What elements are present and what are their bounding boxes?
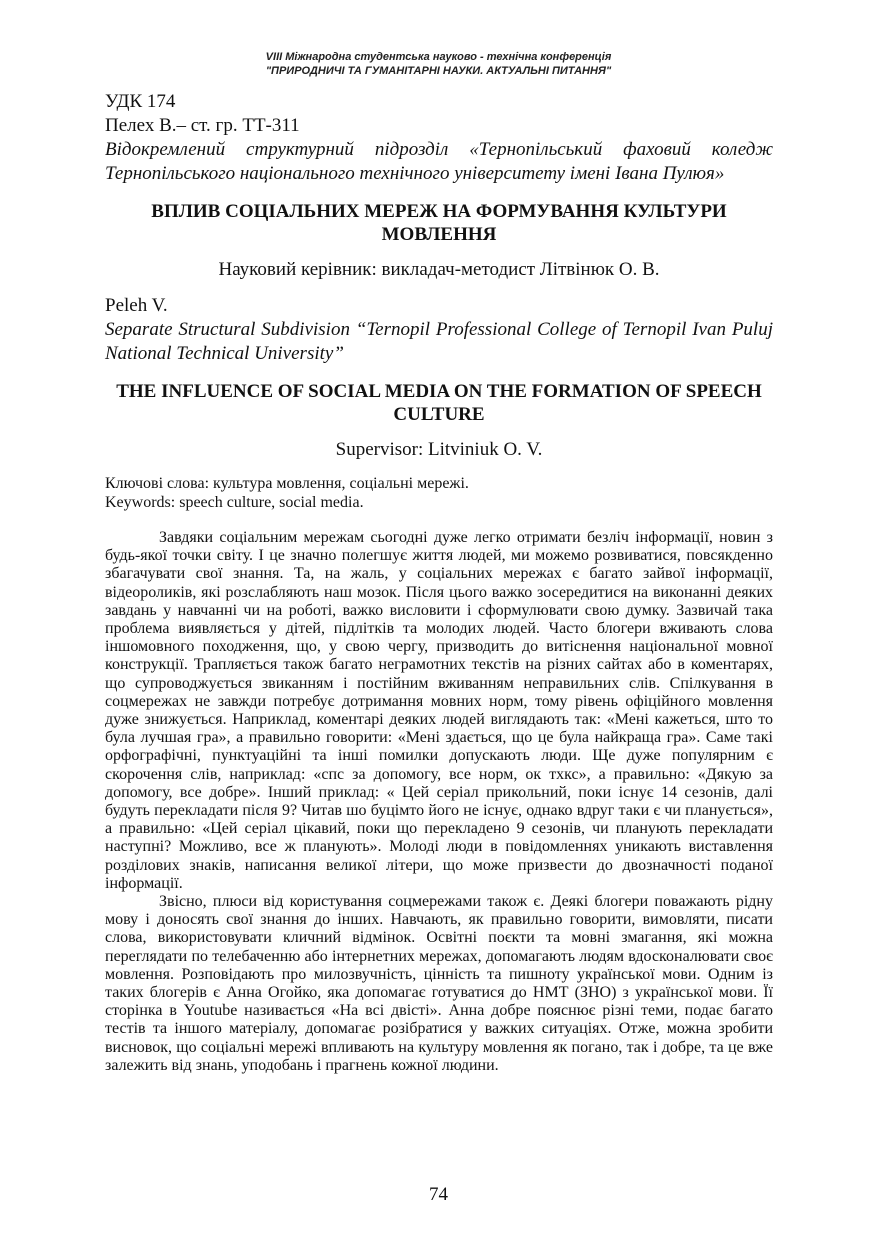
page-number: 74 xyxy=(429,1184,448,1205)
keywords-ua: Ключові слова: культура мовлення, соціальні мережі. xyxy=(105,475,469,492)
title-en: THE INFLUENCE OF SOCIAL MEDIA ON THE FORMATION OF SPEECH CULTURE xyxy=(116,381,762,425)
affiliation-ua: Відокремлений структурний підрозділ «Тернопільський фаховий коледж Тернопільського національного технічного університету імені Івана Пулюя» xyxy=(105,139,773,184)
supervisor-ua: Науковий керівник: викладач-методист Літвінюк О. В. xyxy=(218,259,660,280)
body-paragraph-2: Звісно, плюси від користування соцмережами також є. Деякі блогери поважають рідну мову і доносять свої знання до інших. Навчають, як правильно говорити, вимовляти, писати слова, використовувати кличний відмінок. Освітні поєкти та мовні змагання, які можна переглядати по телебаченню або інтернетних мережах, допомагають людям вдосконалювати своє мовлення. Розповідають про милозвучність, цінність та пишноту української мови. Одним із таких блогерів є Анна Огойко, яка допомагає готуватися до НМТ (ЗНО) з української мови. Її сторінка в Youtube називається «На всі двісті». Анна добре пояснює різні теми, подає багато тестів та іншого матеріалу, допомагає розібратися у важких ситуаціях. Отже, можна зробити висновок, що соціальні мережі впливають на культуру мовлення як погано, так і добре, та це вже залежить від знань, уподобань і прагнень кожної людини. xyxy=(105,893,773,1074)
affiliation-en: Separate Structural Subdivision “Ternopil Professional College of Ternopil Ivan Puluj National Technical University” xyxy=(105,319,773,364)
conference-header-line-1: VIII Міжнародна студентська науково - технічна конференція xyxy=(265,51,612,63)
keywords-en: Keywords: speech culture, social media. xyxy=(105,494,364,511)
title-ua: ВПЛИВ СОЦІАЛЬНИХ МЕРЕЖ НА ФОРМУВАННЯ КУЛЬТУРИ МОВЛЕННЯ xyxy=(151,201,727,245)
conference-header xyxy=(0,50,877,78)
article xyxy=(105,90,773,1075)
body-paragraph-1: Завдяки соціальним мережам сьогодні дуже легко отримати безліч інформації, новин з будь-якої точки світу. І це значно полегшує життя людей, ми можемо розвиватися, повсякденно збагачувати свої знання. Та, на жаль, у соціальних мережах є багато зайвої інформації, відеороликів, які розслабляють наш мозок. Після цього важко зосередитися на виконанні деяких завдань у навчанні чи на роботі, важко висловити і сформулювати свою думку. Зазвичай така проблема виявляється у дітей, підлітків та молодих людей. Часто блогери вживають слова іншомовного походження, що, у свою чергу, призводить до витіснення національної мовної конструкції. Трапляється також багато неграмотних текстів на різних сайтах або в коментарях, що супроводжується звиканням і постійним вживанням неправильних слів. Спілкування в соцмережах не завжди потребує дотримання мовних норм, тому рівень офіційного мовлення дуже знижується. Наприклад, коментарі деяких людей виглядають так: «Мені кажеться, што то була лучшая гра», а правильно говорити: «Мені здається, що це була найкраща гра». Саме такі орфографічні, пунктуаційні та інші помилки допускають люди. Ще дуже популярним є скорочення слів, наприклад: «спс за допомогу, все норм, ок тхкс», а правильно: «Дякую за допомогу, все добре». Інший приклад: « Цей серіал прикольний, поки існує 14 сезонів, далі будуть перекладати після 9? Читав шо буцімто його не існує, однако вдруг таки є чи планується», а правильно: «Цей серіал цікавий, поки що перекладено 9 сезонів, чи планують перекладати наступні? Можливо, все ж планують». Молоді люди в повідомленнях уникають виставлення розділових знаків, написання великої літери, що може призвести до двозначності поданої інформації. xyxy=(105,529,773,892)
author-en: Peleh V. xyxy=(105,295,168,316)
author-ua: Пелех В.– ст. гр. ТТ-311 xyxy=(105,115,300,136)
conference-header-line-2: "ПРИРОДНИЧІ ТА ГУМАНІТАРНІ НАУКИ. АКТУАЛЬНІ ПИТАННЯ" xyxy=(265,65,612,77)
supervisor-en: Supervisor: Litviniuk O. V. xyxy=(335,439,543,460)
udk-code: УДК 174 xyxy=(105,91,176,112)
